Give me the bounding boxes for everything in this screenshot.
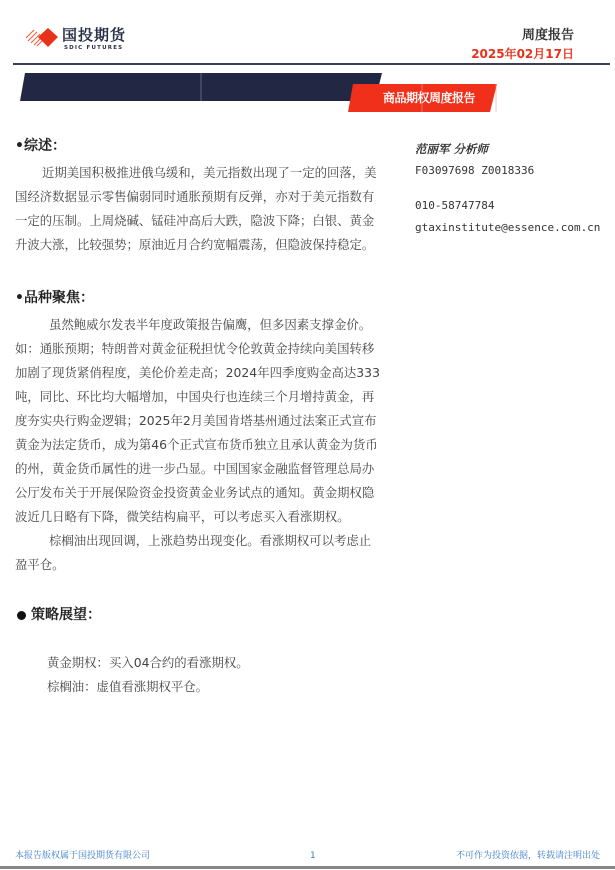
analyst-name: 范丽军 分析师 bbox=[415, 142, 489, 156]
gold-paragraph bbox=[15, 313, 380, 577]
report-date: 2025年02月17日 bbox=[471, 47, 574, 61]
strategy-item: 黄金期权：买入04合约的看涨期权。 bbox=[47, 655, 249, 670]
strategy-item: 棕榈油：虚值看涨期权平仓。 bbox=[47, 679, 209, 694]
gold-line: 波近几日略有下降，微笑结构扁平，可以考虑买入看涨期权。 bbox=[15, 509, 350, 524]
sdic-logo-icon bbox=[24, 26, 60, 48]
analyst-email[interactable]: gtaxinstitute@essence.com.cn bbox=[415, 221, 601, 234]
report-type: 周度报告 bbox=[521, 28, 574, 43]
header-divider bbox=[13, 63, 610, 65]
palm-line: 盈平仓。 bbox=[15, 557, 65, 572]
palm-line: 棕榈油出现回调，上涨趋势出现变化。看涨期权可以考虑止 bbox=[49, 533, 372, 548]
gold-line: 度夯实央行购金逻辑；2025年2月美国肯塔基州通过法案正式宣布 bbox=[15, 413, 377, 428]
summary-line: 近期美国积极推进俄乌缓和，美元指数出现了一定的回落，美 bbox=[42, 165, 377, 180]
gold-line: 黄金为法定货币，成为第46个正式宣布货币独立且承认黄金为货币 bbox=[15, 437, 378, 452]
header-banner bbox=[0, 70, 615, 115]
summary-heading: •综述： bbox=[15, 138, 66, 154]
gold-line: 吨，同比、环比均大幅增加，中国央行也连续三个月增持黄金，再 bbox=[15, 389, 375, 404]
logo-subtext: SDIC FUTURES bbox=[64, 45, 124, 51]
banner-title: 商品期权周度报告 bbox=[383, 91, 476, 105]
summary-line: 升波大涨，比较强势；原油近月合约宽幅震荡，但隐波保持稳定。 bbox=[15, 237, 375, 252]
gold-line: 的州，黄金货币属性的进一步凸显。中国国家金融监督管理总局办 bbox=[15, 461, 375, 476]
bullet-icon bbox=[17, 611, 26, 620]
summary-paragraph bbox=[15, 161, 377, 257]
summary-line: 国经济数据显示零售偏弱同时通胀预期有反弹，亦对于美元指数有 bbox=[15, 189, 375, 204]
footer-copyright: 本报告版权属于国投期货有限公司 bbox=[15, 851, 151, 861]
gold-line: 如：通胀预期；特朗普对黄金征税担忧令伦敦黄金持续向美国转移 bbox=[15, 341, 375, 356]
gold-line: 虽然鲍威尔发表半年度政策报告偏鹰，但多因素支撑金价。 bbox=[49, 317, 372, 332]
page-number: 1 bbox=[310, 851, 316, 861]
focus-heading: •品种聚焦： bbox=[15, 290, 94, 306]
analyst-license: F03097698 Z0018336 bbox=[415, 164, 535, 177]
footer-divider bbox=[0, 866, 615, 869]
gold-line: 加剧了现货紧俏程度，美伦价差走高；2024年四季度购金高达333 bbox=[15, 365, 380, 380]
logo-text: 国投期货 bbox=[62, 26, 127, 44]
strategy-heading: 策略展望： bbox=[31, 607, 101, 623]
summary-line: 一定的压制。上周烧碱、锰硅冲高后大跌，隐波下降；白银、黄金 bbox=[15, 213, 375, 228]
analyst-phone: 010-58747784 bbox=[415, 199, 495, 212]
strategy-list bbox=[47, 651, 249, 699]
gold-line: 公厅发布关于开展保险资金投资黄金业务试点的通知。黄金期权隐 bbox=[15, 485, 375, 500]
footer-disclaimer: 不可作为投资依据，转载请注明出处 bbox=[455, 851, 600, 861]
